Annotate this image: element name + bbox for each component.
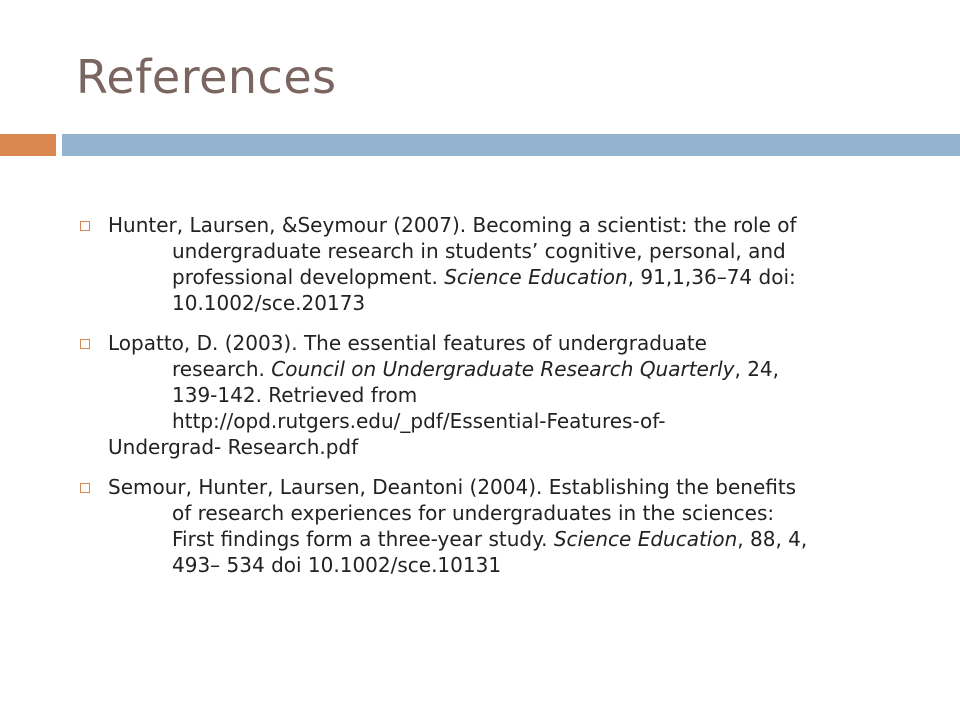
ref-line: undergraduate research in students’ cognitive, personal, and xyxy=(172,239,786,263)
journal-name: Council on Undergraduate Research Quarterly xyxy=(271,357,735,381)
doi-text: 493– 534 doi 10.1002/sce.10131 xyxy=(172,553,502,577)
url-text: Undergrad- Research.pdf xyxy=(108,435,359,459)
reference-item-hunter xyxy=(76,212,936,316)
ref-line xyxy=(108,264,936,290)
accent-bar-orange xyxy=(0,134,56,156)
url-text: http://opd.rutgers.edu/_pdf/Essential-Features-of- xyxy=(172,409,666,433)
journal-name: Science Education xyxy=(444,265,628,289)
accent-bar-blue xyxy=(62,134,960,156)
ref-text: , 24, xyxy=(734,357,780,381)
reference-item-lopatto xyxy=(76,330,936,460)
ref-text: research. xyxy=(172,357,272,381)
journal-name: Science Education xyxy=(553,527,738,551)
ref-text: First findings form a three-year study. xyxy=(172,527,554,551)
page-title: References xyxy=(76,50,337,104)
ref-line: 139-142. Retrieved from xyxy=(172,383,418,407)
ref-line: Hunter, Laursen, &Seymour (2007). Becoming a scientist: the role of xyxy=(108,213,797,237)
ref-line: of research experiences for undergraduates in the sciences: xyxy=(172,501,775,525)
square-bullet-icon xyxy=(80,339,90,349)
ref-line: Lopatto, D. (2003). The essential features of undergraduate xyxy=(108,331,707,355)
square-bullet-icon xyxy=(80,221,90,231)
ref-line xyxy=(108,526,936,552)
ref-text: , 88, 4, xyxy=(737,527,808,551)
ref-text: , 91,1,36–74 doi: xyxy=(627,265,796,289)
reference-list xyxy=(76,212,936,592)
ref-text: professional development. xyxy=(172,265,445,289)
ref-line: Semour, Hunter, Laursen, Deantoni (2004). Establishing the benefits xyxy=(108,475,797,499)
square-bullet-icon xyxy=(80,483,90,493)
doi-text: 10.1002/sce.20173 xyxy=(172,291,366,315)
ref-line xyxy=(108,356,936,382)
reference-item-semour xyxy=(76,474,936,578)
